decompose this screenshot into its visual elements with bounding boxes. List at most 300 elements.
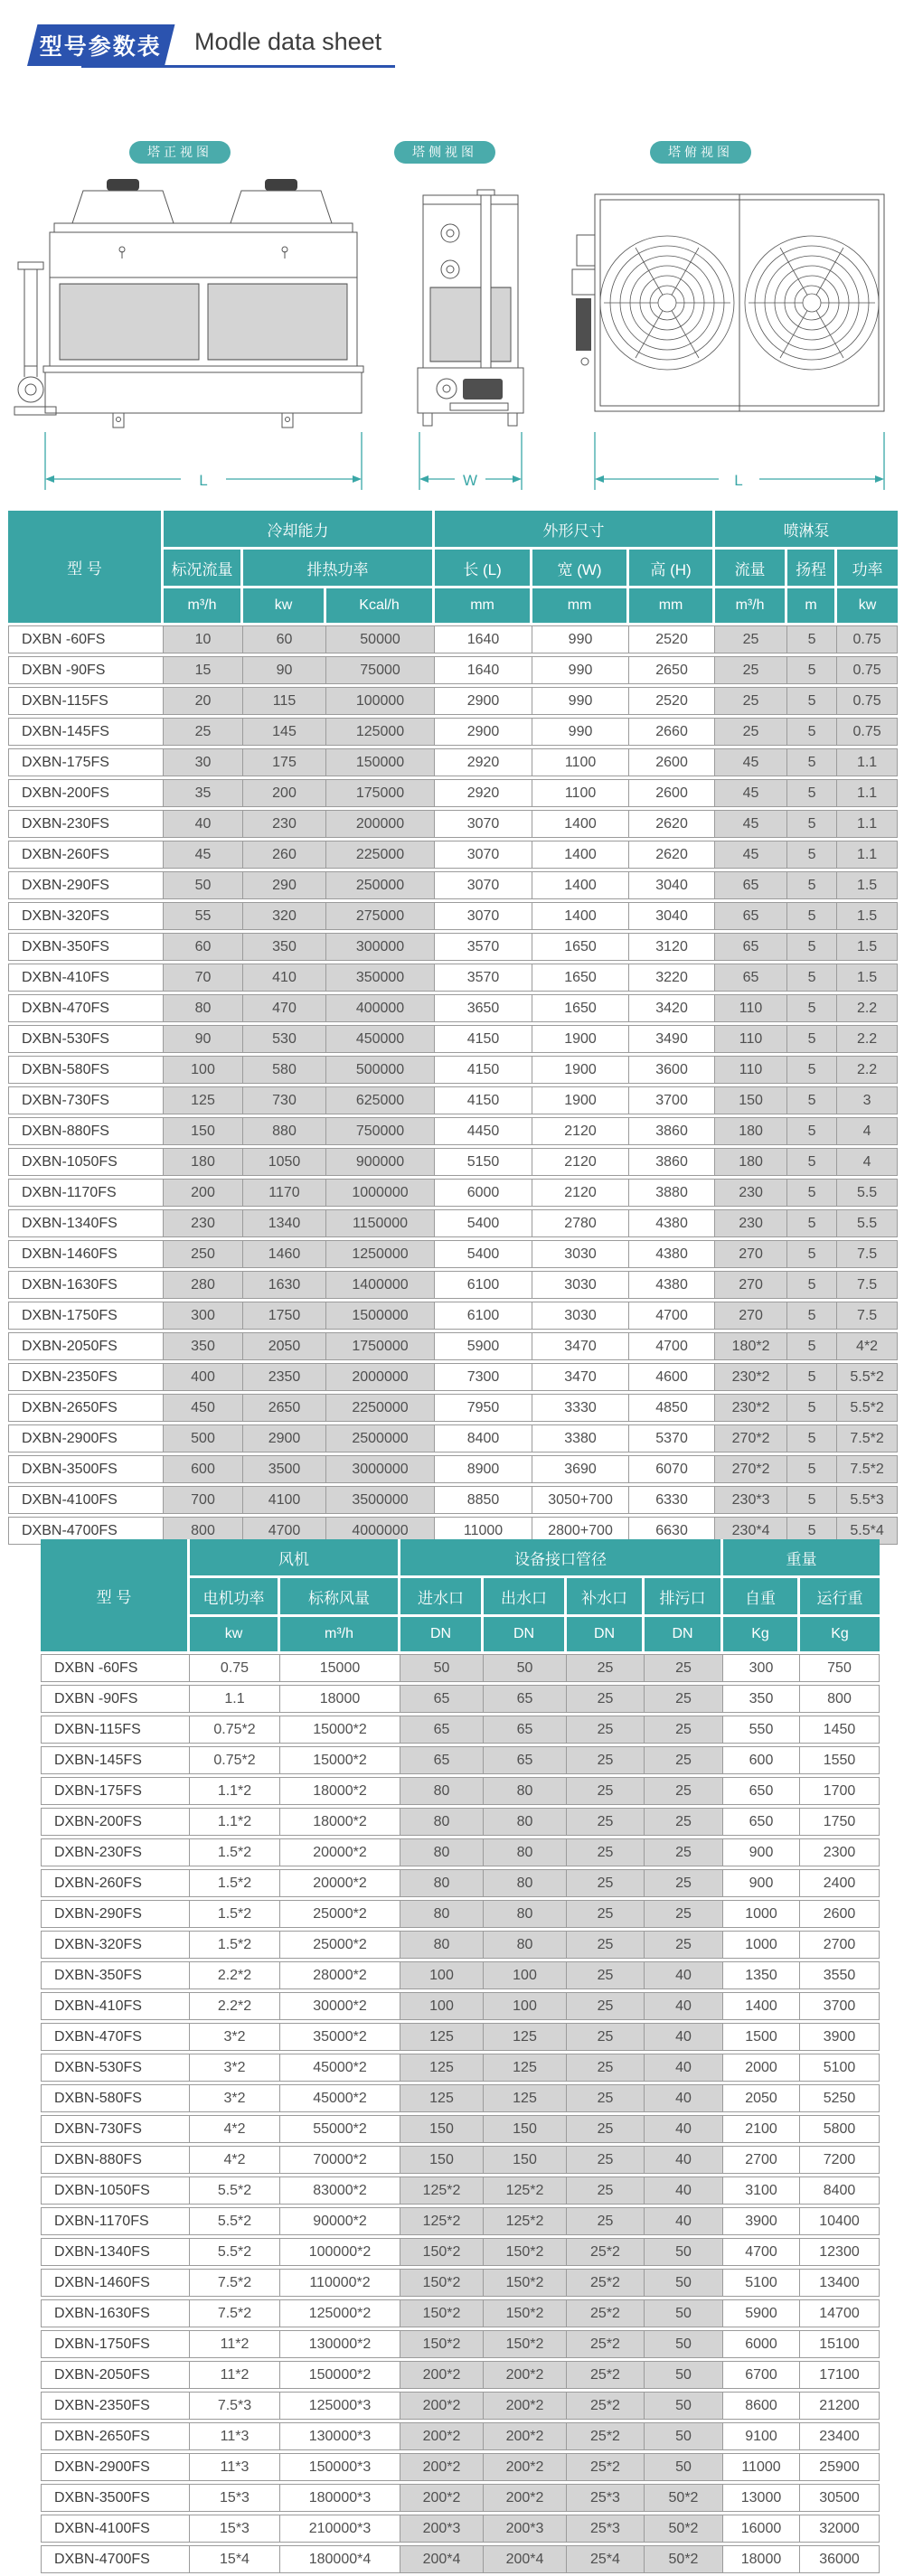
value-cell: 32000 [800, 2515, 880, 2543]
value-cell: 2.2 [837, 1056, 898, 1084]
value-cell: 25 [567, 1808, 645, 1836]
value-cell: 200 [164, 1179, 243, 1207]
value-cell: 55000*2 [280, 2115, 400, 2143]
value-cell: 70000*2 [280, 2146, 400, 2174]
value-cell: 18000*2 [280, 1808, 400, 1836]
value-cell: 270 [715, 1271, 787, 1299]
model-cell: DXBN-230FS [41, 1838, 190, 1866]
table-row [8, 1332, 898, 1360]
value-cell: 110 [715, 994, 787, 1022]
page-title: Modle data sheet [194, 28, 382, 55]
value-cell: 145 [243, 718, 326, 746]
value-cell: 25 [715, 718, 787, 746]
value-cell: 25 [567, 1746, 645, 1774]
sub-header-pump-power: 功率 [837, 550, 898, 586]
value-cell: 3070 [435, 871, 532, 899]
value-cell: 2050 [723, 2084, 800, 2112]
value-cell: 25*3 [567, 2484, 645, 2512]
value-cell: 50 [645, 2453, 723, 2481]
value-cell: 270*2 [715, 1424, 787, 1453]
value-cell: 2650 [243, 1394, 326, 1422]
value-cell: 5 [787, 1056, 837, 1084]
value-cell: 2650 [629, 656, 715, 684]
table-row [41, 2422, 880, 2450]
value-cell: 200*3 [484, 2515, 567, 2543]
value-cell: 1400 [532, 871, 629, 899]
value-cell: 650 [723, 1808, 800, 1836]
value-cell: 150*2 [484, 2330, 567, 2358]
model-cell: DXBN-410FS [41, 1992, 190, 2020]
sub-header-outlet: 出水口 [484, 1578, 567, 1614]
value-cell: 5 [787, 1271, 837, 1299]
sub-header-height: 高 (H) [629, 550, 715, 586]
value-cell: 0.75 [190, 1654, 280, 1682]
value-cell: 125000*2 [280, 2299, 400, 2327]
value-cell: 3490 [629, 1025, 715, 1053]
value-cell: 150 [400, 2146, 484, 2174]
sub-header-heat-rejection: 排热功率 [243, 550, 435, 586]
value-cell: 5 [787, 625, 837, 653]
model-cell: DXBN-1460FS [41, 2269, 190, 2297]
value-cell: 1900 [532, 1025, 629, 1053]
value-cell: 3420 [629, 994, 715, 1022]
value-cell: 45 [164, 841, 243, 869]
value-cell: 3550 [800, 1961, 880, 1989]
value-cell: 11*3 [190, 2422, 280, 2450]
value-cell: 25 [645, 1838, 723, 1866]
value-cell: 150*2 [400, 2238, 484, 2266]
value-cell: 25*2 [567, 2238, 645, 2266]
value-cell: 1.1*2 [190, 1808, 280, 1836]
value-cell: 5 [787, 994, 837, 1022]
table-row [8, 1056, 898, 1084]
table-row [41, 1931, 880, 1959]
table-row [41, 1685, 880, 1713]
value-cell: 530 [243, 1025, 326, 1053]
model-cell: DXBN-880FS [41, 2146, 190, 2174]
table-row [41, 2453, 880, 2481]
value-cell: 4 [837, 1117, 898, 1145]
value-cell: 2050 [243, 1332, 326, 1360]
value-cell: 25*2 [567, 2392, 645, 2420]
table-row [8, 1209, 898, 1237]
unit-cell: kw [243, 588, 326, 623]
value-cell: 2800+700 [532, 1517, 629, 1545]
top-view-label-pill: 塔俯视图 [650, 141, 751, 164]
value-cell: 2600 [800, 1900, 880, 1928]
table-row [41, 1716, 880, 1744]
table-row [8, 871, 898, 899]
value-cell: 20 [164, 687, 243, 715]
model-cell: DXBN-4700FS [41, 2545, 190, 2573]
value-cell: 4700 [629, 1302, 715, 1330]
value-cell: 50 [645, 2361, 723, 2389]
value-cell: 125 [484, 2084, 567, 2112]
table-row [8, 1394, 898, 1422]
table-row [41, 1961, 880, 1989]
model-cell: DXBN-260FS [8, 841, 164, 869]
model-cell: DXBN -90FS [41, 1685, 190, 1713]
value-cell: 2350 [243, 1363, 326, 1391]
value-cell: 3860 [629, 1117, 715, 1145]
value-cell: 80 [484, 1838, 567, 1866]
model-cell: DXBN-2900FS [8, 1424, 164, 1453]
value-cell: 1630 [243, 1271, 326, 1299]
value-cell: 2620 [629, 810, 715, 838]
table-row [8, 994, 898, 1022]
value-cell: 3900 [800, 2023, 880, 2051]
table-row [41, 2484, 880, 2512]
value-cell: 7.5*2 [837, 1424, 898, 1453]
value-cell: 200*2 [400, 2392, 484, 2420]
value-cell: 990 [532, 687, 629, 715]
value-cell: 40 [645, 2207, 723, 2235]
value-cell: 1000 [723, 1931, 800, 1959]
table-row [41, 1808, 880, 1836]
value-cell: 25 [567, 2146, 645, 2174]
value-cell: 2500000 [326, 1424, 435, 1453]
value-cell: 18000 [280, 1685, 400, 1713]
value-cell: 125000 [326, 718, 435, 746]
value-cell: 11000 [435, 1517, 532, 1545]
value-cell: 80 [484, 1808, 567, 1836]
value-cell: 25 [645, 1900, 723, 1928]
value-cell: 125 [484, 2023, 567, 2051]
value-cell: 50*2 [645, 2515, 723, 2543]
table-row [41, 2054, 880, 2082]
value-cell: 2300 [800, 1838, 880, 1866]
value-cell: 1250000 [326, 1240, 435, 1268]
value-cell: 7200 [800, 2146, 880, 2174]
value-cell: 2120 [532, 1179, 629, 1207]
dimension-label-width-side: W [462, 472, 478, 489]
sub-header-inlet: 进水口 [400, 1578, 484, 1614]
value-cell: 5.5 [837, 1209, 898, 1237]
value-cell: 25 [645, 1931, 723, 1959]
model-cell: DXBN-3500FS [41, 2484, 190, 2512]
value-cell: 8400 [800, 2176, 880, 2205]
value-cell: 320 [243, 902, 326, 930]
value-cell: 150000*3 [280, 2453, 400, 2481]
value-cell: 25 [567, 2207, 645, 2235]
value-cell: 3070 [435, 841, 532, 869]
value-cell: 1.5 [837, 933, 898, 961]
value-cell: 25*2 [567, 2422, 645, 2450]
table-row [41, 2084, 880, 2112]
value-cell: 1500000 [326, 1302, 435, 1330]
value-cell: 110 [715, 1056, 787, 1084]
table-row [41, 2269, 880, 2297]
value-cell: 230*2 [715, 1394, 787, 1422]
group-header-fan: 风机 [190, 1539, 400, 1575]
group-header-pipe-connections: 设备接口管径 [400, 1539, 723, 1575]
value-cell: 5 [787, 1424, 837, 1453]
value-cell: 3650 [435, 994, 532, 1022]
value-cell: 3380 [532, 1424, 629, 1453]
value-cell: 800 [164, 1517, 243, 1545]
value-cell: 2.2 [837, 994, 898, 1022]
value-cell: 1700 [800, 1777, 880, 1805]
value-cell: 25 [645, 1716, 723, 1744]
value-cell: 4 [837, 1148, 898, 1176]
value-cell: 750 [800, 1654, 880, 1682]
value-cell: 50 [484, 1654, 567, 1682]
table-row [41, 1746, 880, 1774]
value-cell: 700 [164, 1486, 243, 1514]
value-cell: 1.1 [837, 748, 898, 776]
value-cell: 5 [787, 1148, 837, 1176]
value-cell: 40 [164, 810, 243, 838]
model-cell: DXBN-730FS [8, 1086, 164, 1114]
value-cell: 7.5*2 [190, 2299, 280, 2327]
model-cell: DXBN-1340FS [41, 2238, 190, 2266]
table-row [8, 1424, 898, 1453]
value-cell: 3500000 [326, 1486, 435, 1514]
value-cell: 5 [787, 933, 837, 961]
model-cell: DXBN-3500FS [8, 1455, 164, 1483]
sub-header-airflow: 标称风量 [280, 1578, 400, 1614]
value-cell: 0.75 [837, 718, 898, 746]
value-cell: 130000*3 [280, 2422, 400, 2450]
value-cell: 1.1 [837, 810, 898, 838]
value-cell: 2400 [800, 1869, 880, 1897]
dimension-label-length-top: L [734, 472, 743, 489]
value-cell: 1000000 [326, 1179, 435, 1207]
value-cell: 4700 [723, 2238, 800, 2266]
value-cell: 270 [715, 1240, 787, 1268]
value-cell: 250000 [326, 871, 435, 899]
value-cell: 1650 [532, 933, 629, 961]
model-cell: DXBN-175FS [8, 748, 164, 776]
table-row [41, 2176, 880, 2205]
value-cell: 11000 [723, 2453, 800, 2481]
value-cell: 2120 [532, 1117, 629, 1145]
value-cell: 5.5*2 [190, 2176, 280, 2205]
table-row [8, 1455, 898, 1483]
table-row [8, 1240, 898, 1268]
value-cell: 260 [243, 841, 326, 869]
value-cell: 25*2 [567, 2330, 645, 2358]
value-cell: 200*4 [484, 2545, 567, 2573]
value-cell: 8900 [435, 1455, 532, 1483]
value-cell: 1150000 [326, 1209, 435, 1237]
value-cell: 5 [787, 902, 837, 930]
value-cell: 15*4 [190, 2545, 280, 2573]
value-cell: 21200 [800, 2392, 880, 2420]
value-cell: 175000 [326, 779, 435, 807]
value-cell: 7.5*2 [190, 2269, 280, 2297]
table-row [41, 2299, 880, 2327]
value-cell: 130000*2 [280, 2330, 400, 2358]
value-cell: 125 [484, 2054, 567, 2082]
value-cell: 3000000 [326, 1455, 435, 1483]
model-cell: DXBN-4100FS [8, 1486, 164, 1514]
value-cell: 5100 [800, 2054, 880, 2082]
unit-cell: mm [532, 588, 629, 623]
value-cell: 10 [164, 625, 243, 653]
table-row [8, 1271, 898, 1299]
table-row [41, 2330, 880, 2358]
value-cell: 25 [567, 2176, 645, 2205]
value-cell: 5 [787, 1517, 837, 1545]
value-cell: 2900 [435, 718, 532, 746]
value-cell: 70 [164, 964, 243, 992]
value-cell: 50 [164, 871, 243, 899]
value-cell: 3050+700 [532, 1486, 629, 1514]
model-cell: DXBN-350FS [8, 933, 164, 961]
value-cell: 5 [787, 1086, 837, 1114]
table-row [8, 841, 898, 869]
value-cell: 4850 [629, 1394, 715, 1422]
value-cell: 200 [243, 779, 326, 807]
value-cell: 0.75 [837, 687, 898, 715]
model-cell: DXBN-175FS [41, 1777, 190, 1805]
value-cell: 3570 [435, 964, 532, 992]
value-cell: 200*2 [484, 2422, 567, 2450]
value-cell: 15000*2 [280, 1746, 400, 1774]
value-cell: 180000*3 [280, 2484, 400, 2512]
value-cell: 270*2 [715, 1455, 787, 1483]
value-cell: 1650 [532, 964, 629, 992]
value-cell: 5 [787, 1363, 837, 1391]
tower-drawings-section [0, 81, 904, 508]
value-cell: 10400 [800, 2207, 880, 2235]
value-cell: 90000*2 [280, 2207, 400, 2235]
value-cell: 5 [787, 1025, 837, 1053]
tower-side-view-drawing [418, 190, 523, 426]
value-cell: 600 [723, 1746, 800, 1774]
value-cell: 65 [400, 1746, 484, 1774]
value-cell: 45 [715, 779, 787, 807]
value-cell: 65 [715, 902, 787, 930]
table-row [8, 964, 898, 992]
value-cell: 230*2 [715, 1363, 787, 1391]
value-cell: 14700 [800, 2299, 880, 2327]
table-row [41, 2361, 880, 2389]
value-cell: 25 [567, 2054, 645, 2082]
sub-header-flow: 标况流量 [164, 550, 243, 586]
value-cell: 270 [715, 1302, 787, 1330]
model-cell: DXBN -60FS [8, 625, 164, 653]
value-cell: 5250 [800, 2084, 880, 2112]
value-cell: 175 [243, 748, 326, 776]
value-cell: 1400 [532, 902, 629, 930]
value-cell: 3900 [723, 2207, 800, 2235]
table-row [8, 718, 898, 746]
unit-cell: kw [837, 588, 898, 623]
value-cell: 5150 [435, 1148, 532, 1176]
value-cell: 1750 [800, 1808, 880, 1836]
value-cell: 200*2 [484, 2484, 567, 2512]
tower-front-view-drawing [14, 179, 363, 428]
value-cell: 1550 [800, 1746, 880, 1774]
value-cell: 25*2 [567, 2299, 645, 2327]
value-cell: 5 [787, 1179, 837, 1207]
value-cell: 230 [164, 1209, 243, 1237]
value-cell: 5 [787, 1486, 837, 1514]
model-cell: DXBN-290FS [41, 1900, 190, 1928]
value-cell: 3500 [243, 1455, 326, 1483]
value-cell: 5 [787, 718, 837, 746]
value-cell: 1050 [243, 1148, 326, 1176]
model-cell: DXBN-4700FS [8, 1517, 164, 1545]
model-cell: DXBN-115FS [8, 687, 164, 715]
value-cell: 3040 [629, 871, 715, 899]
value-cell: 45 [715, 841, 787, 869]
value-cell: 230 [243, 810, 326, 838]
value-cell: 80 [484, 1869, 567, 1897]
value-cell: 80 [484, 1777, 567, 1805]
value-cell: 25 [164, 718, 243, 746]
value-cell: 1.5*2 [190, 1900, 280, 1928]
value-cell: 25 [567, 1685, 645, 1713]
table-row [41, 1869, 880, 1897]
value-cell: 25 [645, 1746, 723, 1774]
value-cell: 5370 [629, 1424, 715, 1453]
value-cell: 3070 [435, 810, 532, 838]
value-cell: 1640 [435, 656, 532, 684]
sub-header-length: 长 (L) [435, 550, 532, 586]
table-row [8, 625, 898, 653]
sub-header-pump-flow: 流量 [715, 550, 787, 586]
table-row [41, 2146, 880, 2174]
value-cell: 230 [715, 1179, 787, 1207]
value-cell: 65 [484, 1746, 567, 1774]
value-cell: 200*2 [484, 2361, 567, 2389]
sub-header-operating-weight: 运行重 [800, 1578, 880, 1614]
group-header-spray-pump: 喷淋泵 [715, 511, 898, 547]
value-cell: 3030 [532, 1271, 629, 1299]
table-row [41, 2207, 880, 2235]
value-cell: 25 [567, 1931, 645, 1959]
value-cell: 2700 [800, 1931, 880, 1959]
value-cell: 5 [787, 1302, 837, 1330]
table-row [41, 2515, 880, 2543]
value-cell: 125 [400, 2084, 484, 2112]
value-cell: 5100 [723, 2269, 800, 2297]
spec-table-fan-weight [41, 1537, 880, 2576]
value-cell: 210000*3 [280, 2515, 400, 2543]
value-cell: 350 [723, 1685, 800, 1713]
value-cell: 5 [787, 1332, 837, 1360]
value-cell: 30000*2 [280, 1992, 400, 2020]
value-cell: 30500 [800, 2484, 880, 2512]
table-row [8, 1486, 898, 1514]
value-cell: 1.5*2 [190, 1931, 280, 1959]
value-cell: 5 [787, 841, 837, 869]
value-cell: 1400 [532, 841, 629, 869]
value-cell: 7.5 [837, 1240, 898, 1268]
model-cell: DXBN-1750FS [8, 1302, 164, 1330]
value-cell: 600 [164, 1455, 243, 1483]
table-row [8, 687, 898, 715]
model-cell: DXBN-2650FS [41, 2422, 190, 2450]
unit-cell: kw [190, 1617, 280, 1651]
value-cell: 16000 [723, 2515, 800, 2543]
model-cell: DXBN-320FS [41, 1931, 190, 1959]
title-badge [27, 24, 174, 66]
value-cell: 200*2 [400, 2361, 484, 2389]
value-cell: 20000*2 [280, 1869, 400, 1897]
model-cell: DXBN-145FS [41, 1746, 190, 1774]
value-cell: 1900 [532, 1056, 629, 1084]
value-cell: 50 [645, 2422, 723, 2450]
value-cell: 50 [645, 2392, 723, 2420]
table-row [41, 1900, 880, 1928]
value-cell: 5 [787, 810, 837, 838]
value-cell: 3040 [629, 902, 715, 930]
value-cell: 80 [400, 1869, 484, 1897]
